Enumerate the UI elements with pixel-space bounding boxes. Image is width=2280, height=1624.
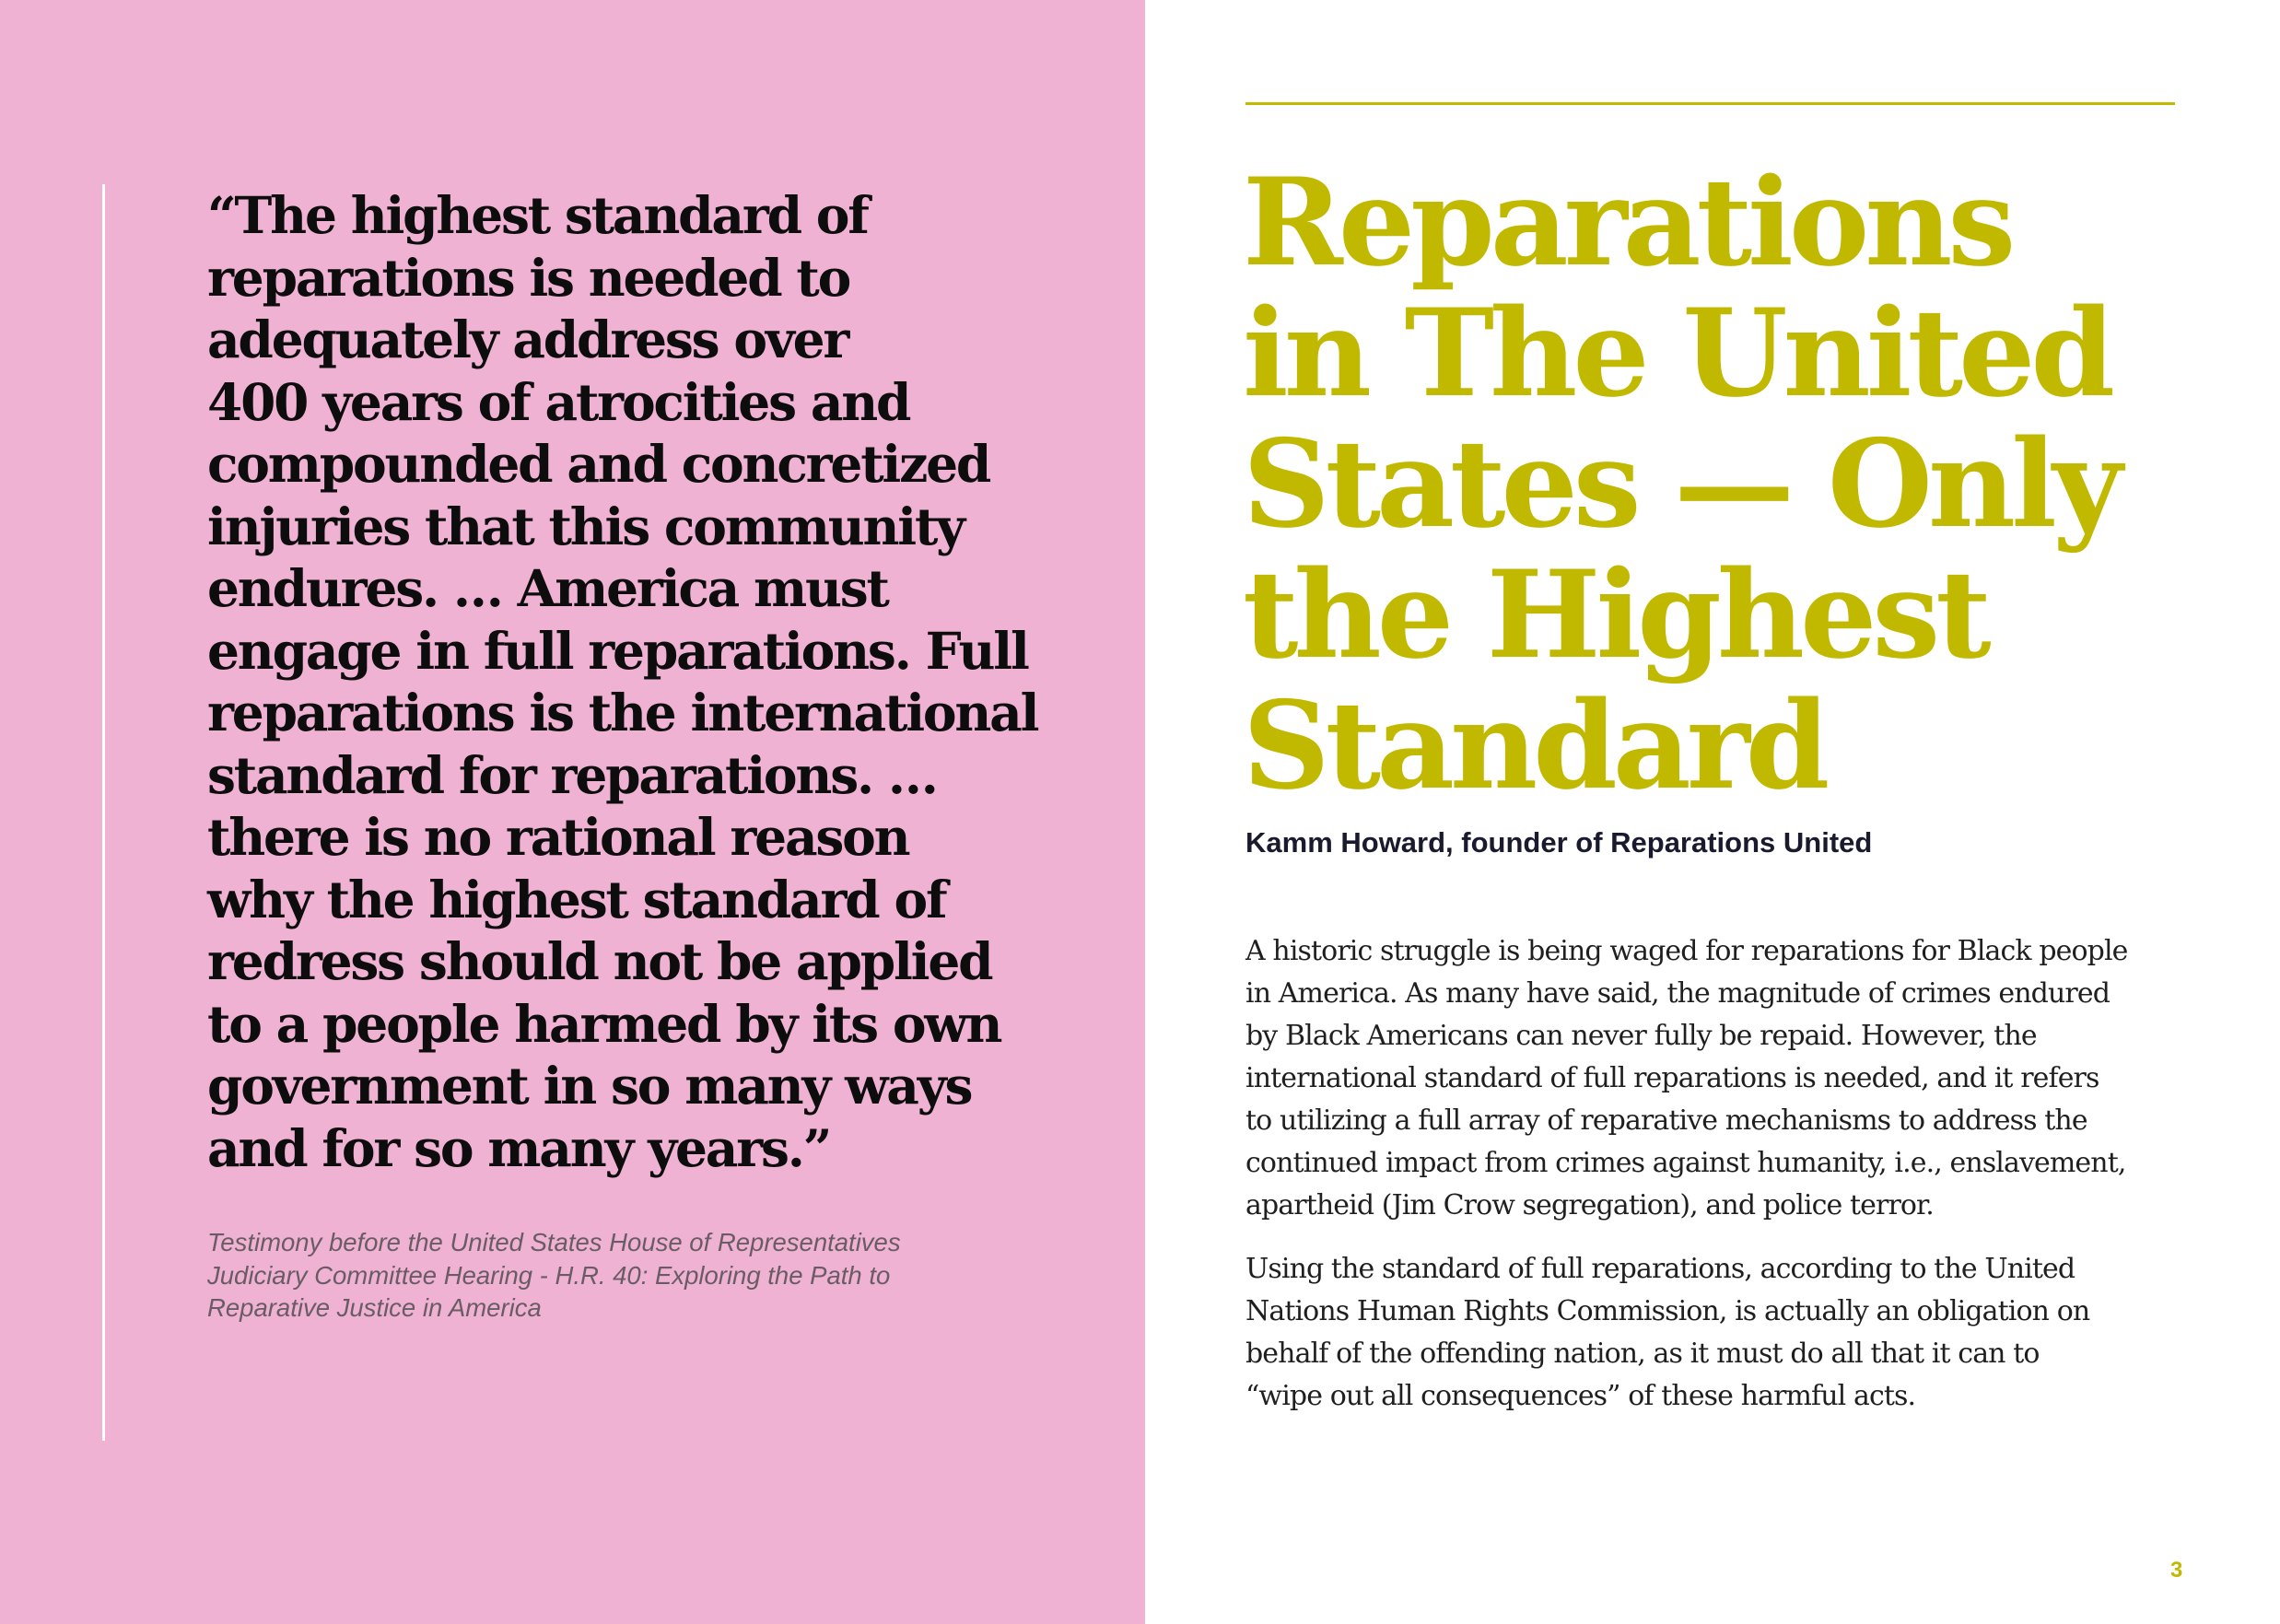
top-rule	[1245, 102, 2175, 105]
quote-rule	[102, 184, 105, 1441]
right-page	[1145, 0, 2280, 1624]
body-paragraph: Using the standard of full reparations, according to the United Nations Human Rights Commission, is actually an obligation on behalf of the offending nation, as it must do all that it can to “wipe out all consequences” of these harmful acts.	[1245, 1253, 2090, 1412]
pull-quote: “The highest standard of reparations is needed to adequately address over 400 years of atrocities and compounded and concretized injuries that this community endures. … America must engage in full reparations. Full reparations is the international standard for reparations. … there is no rational reason why the highest standard of redress should not be applied to a people harmed by its own government in so many ways and for so many years.”	[207, 185, 1038, 1178]
quote-source: Testimony before the United States House of Representatives Judiciary Committee Hearing - H.R. 40: Exploring the Path to Reparative Justice in America	[207, 1228, 901, 1322]
article-title: Reparations in The United States — Only the Highest Standard	[1243, 151, 2119, 816]
page-number: 3	[2170, 1558, 2183, 1583]
body-paragraph: A historic struggle is being waged for reparations for Black people in America. As many have said, the magnitude of crimes endured by Black Americans can never fully be repaid. However, the international standard of full reparations is needed, and it refers to utilizing a full array of reparative mechanisms to address the continued impact from crimes against humanity, i.e., enslavement, apartheid (Jim Crow segregation), and police terror.	[1245, 935, 2128, 1221]
article-author: Kamm Howard, founder of Reparations United	[1245, 826, 1873, 859]
